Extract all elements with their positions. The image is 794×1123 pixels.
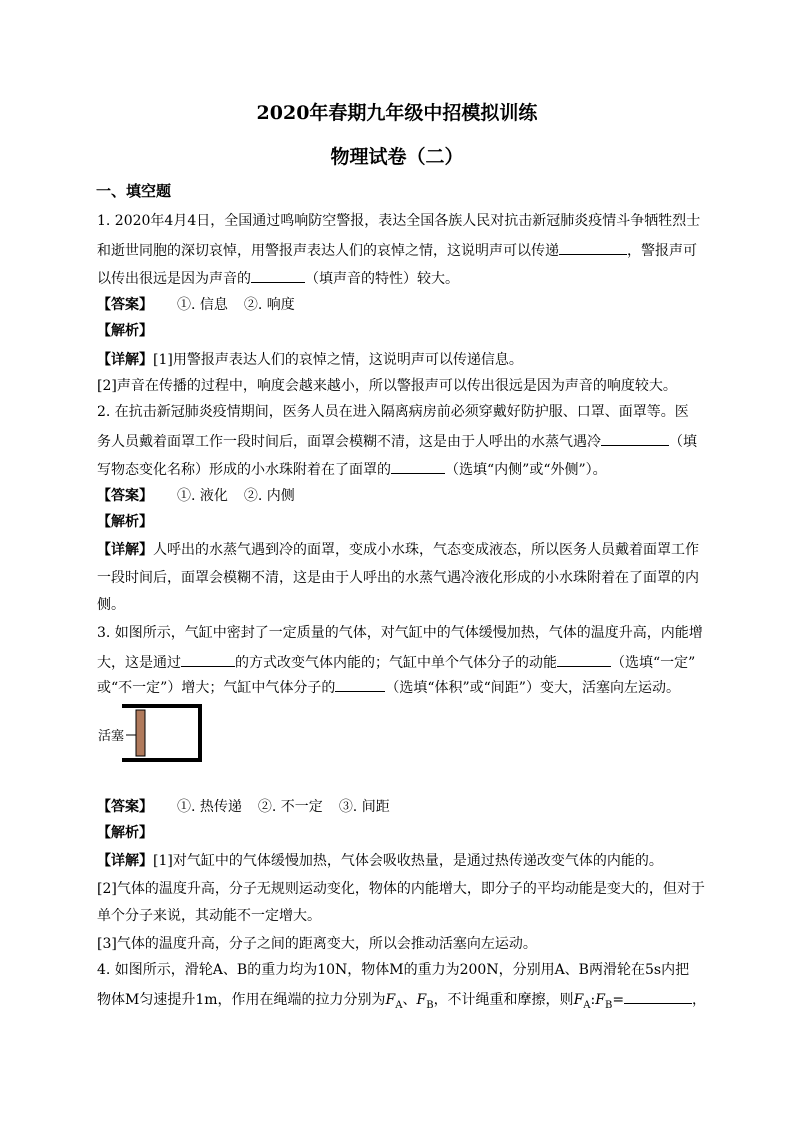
q2-line-1: 2. 在抗击新冠肺炎疫情期间，医务人员在进入隔离病房前必须穿戴好防护服、口罩、面罩等。医: [97, 404, 689, 420]
q1-line-3: 以传出很远是因为声音的 （填声音的特性）较大。: [97, 268, 459, 288]
q3-detail-2: [2]气体的温度升高，分子无规则运动变化，物体的内能增大，即分子的平均动能是变大的，但对于: [97, 881, 705, 897]
q2-answer: 【答案】 ①. 液化 ②. 内侧: [97, 488, 295, 504]
q4-line-1: 4. 如图所示，滑轮A、B的重力均为10N，物体M的重力为200N，分别用A、B两滑轮在5s内把: [97, 962, 690, 978]
blank: [557, 652, 611, 667]
q1-line-2: 和逝世同胞的深切哀悼，用警报声表达人们的哀悼之情，这说明声可以传递 ，警报声可: [97, 240, 697, 260]
q1-answer: 【答案】 ①. 信息 ②. 响度: [97, 297, 295, 313]
q1-detail-1: 【详解】[1]用警报声表达人们的哀悼之情，这说明声可以传递信息。: [97, 352, 523, 368]
q3-line-3: 或“不一定”）增大；气缸中气体分子的 （选填“体积”或“间距”）变大，活塞向左运动。: [97, 677, 680, 697]
q4-line-2: 物体M匀速提升1m，作用在绳端的拉力分别为$F_A$、$F_B$，不计绳重和摩擦，则$F_A:F_B=$ ，: [97, 989, 706, 1015]
section-title: 一、填空题: [96, 182, 172, 200]
q2-line-3: 写物态变化名称）形成的小水珠附着在了面罩的 （选填“内侧”或“外侧”）。: [97, 459, 607, 479]
cylinder-wall: [122, 706, 200, 760]
q3-analysis-label: 【解析】: [97, 825, 153, 841]
blank: [335, 677, 385, 692]
q3-detail-3: 单个分子来说，其动能不一定增大。: [97, 908, 321, 924]
piston-label: 活塞: [98, 729, 125, 744]
blank: [559, 240, 627, 255]
q2-detail-3: 侧。: [97, 597, 125, 613]
piston: [136, 710, 145, 756]
blank: [181, 652, 235, 667]
q3-line-2: 大，这是通过 的方式改变气体内能的；气缸中单个气体分子的动能 （选填“一定”: [97, 652, 695, 672]
blank: [391, 459, 445, 474]
blank: [251, 268, 305, 283]
q3-line-1: 3. 如图所示，气缸中密封了一定质量的气体，对气缸中的气体缓慢加热，气体的温度升高，内能增: [97, 625, 703, 641]
q1-analysis-label: 【解析】: [97, 323, 153, 339]
q2-detail-1: 【详解】人呼出的水蒸气遇到冷的面罩，变成小水珠，气态变成液态，所以医务人员戴着面罩工作: [97, 542, 699, 558]
page-subtitle: 物理试卷（二）: [330, 146, 464, 168]
q3-detail-1: 【详解】[1]对气缸中的气体缓慢加热，气体会吸收热量，是通过热传递改变气体的内能的。: [97, 853, 663, 869]
blank: [624, 989, 692, 1004]
q1-detail-2: [2]声音在传播的过程中，响度会越来越小，所以警报声可以传出很远是因为声音的响度较大。: [97, 378, 677, 394]
q2-line-2: 务人员戴着面罩工作一段时间后，面罩会模糊不清，这是由于人呼出的水蒸气遇冷 （填: [97, 431, 697, 451]
blank: [601, 431, 669, 446]
q2-analysis-label: 【解析】: [97, 514, 153, 530]
q1-line-1: 1. 2020年4月4日，全国通过鸣响防空警报，表达全国各族人民对抗击新冠肺炎疫情斗争牺牲烈士: [97, 213, 701, 229]
cylinder-diagram: [98, 700, 208, 770]
q2-detail-2: 一段时间后，面罩会模糊不清，这是由于人呼出的水蒸气遇冷液化形成的小水珠附着在了面罩的内: [97, 570, 699, 586]
q3-answer: 【答案】 ①. 热传递 ②. 不一定 ③. 间距: [97, 799, 390, 815]
q3-detail-4: [3]气体的温度升高，分子之间的距离变大，所以会推动活塞向左运动。: [97, 936, 537, 952]
page-title: 2020年春期九年级中招模拟训练: [256, 102, 538, 124]
